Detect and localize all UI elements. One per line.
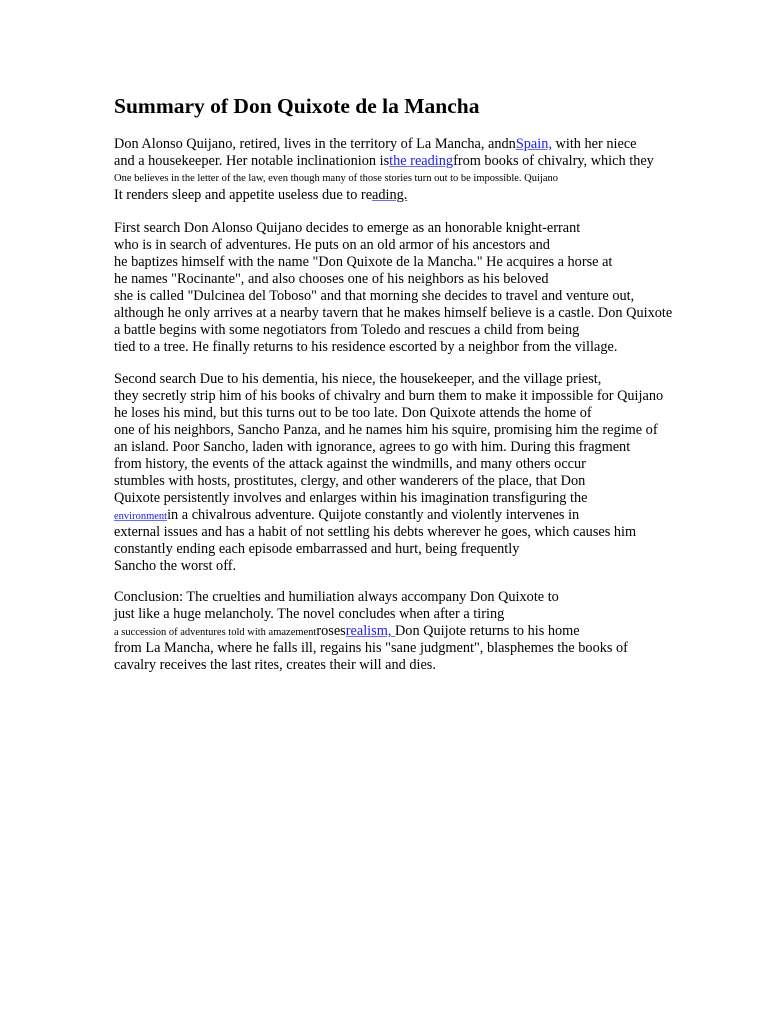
text-span: in a chivalrous adventure. Quijote constantly and violently intervenes in bbox=[167, 507, 580, 523]
text-line bbox=[114, 507, 714, 524]
text-line: First search Don Alonso Quijano decides to emerge as an honorable knight-errant bbox=[114, 220, 581, 236]
text-line: tied to a tree. He finally returns to his residence escorted by a neighbor from the village. bbox=[114, 339, 618, 355]
spain-link[interactable]: Spain, bbox=[515, 136, 552, 152]
text-span-small: a succession of adventures told with amazement bbox=[114, 627, 317, 638]
text-span: from books of chivalry, which they bbox=[453, 153, 654, 169]
text-span: Don Quijote returns to his home bbox=[394, 623, 580, 639]
text-line bbox=[114, 153, 714, 170]
text-line: stumbles with hosts, prostitutes, clergy, and other wanderers of the place, that Don bbox=[114, 473, 586, 489]
paragraph-intro bbox=[114, 136, 714, 204]
the-reading-link[interactable]: the reading bbox=[389, 153, 454, 169]
text-line: they secretly strip him of his books of chivalry and burn them to make it impossible for Quijano bbox=[114, 388, 664, 404]
text-line bbox=[114, 623, 714, 640]
text-line: cavalry receives the last rites, creates their will and dies. bbox=[114, 657, 436, 673]
text-line: external issues and has a habit of not settling his debts wherever he goes, which causes him bbox=[114, 524, 637, 540]
text-line: from La Mancha, where he falls ill, regains his "sane judgment", blasphemes the books of bbox=[114, 640, 628, 656]
text-line: Quixote persistently involves and enlarges within his imagination transfiguring the bbox=[114, 490, 588, 506]
text-line: although he only arrives at a nearby tavern that he makes himself believe is a castle. Don Quixote bbox=[114, 305, 673, 321]
page-title: Summary of Don Quixote de la Mancha bbox=[114, 94, 480, 118]
text-line-small: One believes in the letter of the law, even though many of those stories turn out to be impossible. Quijano bbox=[114, 173, 559, 184]
text-line: he loses his mind, but this turns out to be too late. Don Quixote attends the home of bbox=[114, 405, 592, 421]
text-line: Sancho the worst off. bbox=[114, 558, 237, 574]
environment-link[interactable]: environment bbox=[114, 511, 168, 522]
text-line: one of his neighbors, Sancho Panza, and he names him his squire, promising him the regime of bbox=[114, 422, 658, 438]
text-span: with her niece bbox=[551, 136, 637, 152]
text-span: It renders sleep and appetite useless due to re bbox=[114, 187, 373, 203]
realism-link[interactable]: realism, bbox=[345, 623, 395, 639]
text-line: from history, the events of the attack against the windmills, and many others occur bbox=[114, 456, 586, 472]
paragraph-first-search bbox=[114, 220, 714, 356]
text-line: who is in search of adventures. He puts on an old armor of his ancestors and bbox=[114, 237, 550, 253]
text-line: Conclusion: The cruelties and humiliation always accompany Don Quixote to bbox=[114, 589, 559, 605]
text-line: constantly ending each episode embarrassed and hurt, being frequently bbox=[114, 541, 520, 557]
text-line: she is called "Dulcinea del Toboso" and that morning she decides to travel and venture out, bbox=[114, 288, 635, 304]
paragraph-second-search bbox=[114, 371, 714, 575]
text-span: Don Alonso Quijano, retired, lives in the territory of La Mancha, andn bbox=[114, 136, 516, 152]
reading-underlined[interactable]: ading. bbox=[372, 187, 408, 203]
text-line: he names "Rocinante", and also chooses one of his neighbors as his beloved bbox=[114, 271, 549, 287]
text-line bbox=[114, 136, 714, 153]
text-span: and a housekeeper. Her notable inclinationion is bbox=[114, 153, 390, 169]
text-line: a battle begins with some negotiators from Toledo and rescues a child from being bbox=[114, 322, 580, 338]
paragraph-conclusion bbox=[114, 589, 714, 674]
text-line: just like a huge melancholy. The novel concludes when after a tiring bbox=[114, 606, 505, 622]
text-line bbox=[114, 187, 714, 204]
text-line: he baptizes himself with the name "Don Quixote de la Mancha." He acquires a horse at bbox=[114, 254, 613, 270]
text-line: an island. Poor Sancho, laden with ignorance, agrees to go with him. During this fragment bbox=[114, 439, 631, 455]
text-line: Second search Due to his dementia, his niece, the housekeeper, and the village priest, bbox=[114, 371, 602, 387]
text-span: roses bbox=[316, 623, 346, 639]
